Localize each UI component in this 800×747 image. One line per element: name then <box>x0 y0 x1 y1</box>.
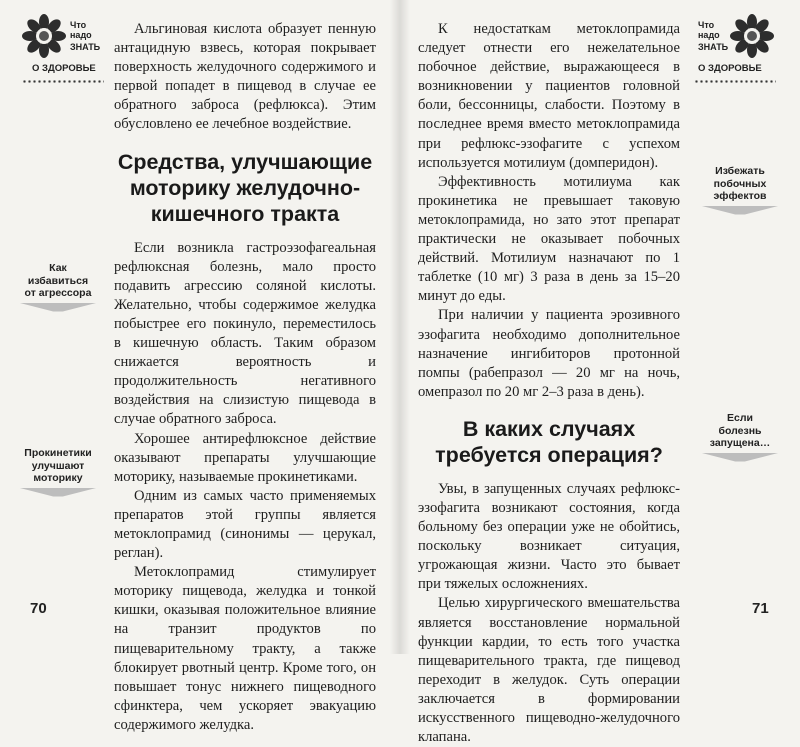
paragraph: Целью хирургического вмешательства является восстановление нормальной функции кардии, то есть того участка пищеварительного тракта, где пищевод переходит в желудок. Суть операции заключается в формировании искусственного пищеводно-желудочного клапана. <box>418 595 680 746</box>
note-line: избавиться <box>27 274 89 287</box>
note-line: улучшают <box>31 459 85 472</box>
paragraph: Метоклопрамид стимулирует моторику пищевода, желудка и тонкой кишки, оказывая положительное влияние на транзит продуктов по пищеварительному тракту, а также блокирует рвотный центр. Кроме того, он повышает тонус нижнего пищеводного сфинктера, чем ускоряет эвакуацию содержимого желудка. <box>114 564 376 733</box>
margin-note-agressor <box>18 262 98 312</box>
page-number: 71 <box>752 600 769 617</box>
logo-line2: надо <box>70 30 92 40</box>
margin-note-side-effects <box>700 165 780 215</box>
section-heading: В каких случаях требуется операция? <box>435 416 663 467</box>
logo-line3: ЗНАТЬ <box>698 42 729 52</box>
logo-line3: ЗНАТЬ <box>70 42 101 52</box>
flower-icon <box>730 14 774 58</box>
left-logo <box>22 14 112 94</box>
note-line: Прокинетики <box>24 447 92 459</box>
paragraph: Увы, в запущенных случаях рефлюкс-эзофагита возникают состояния, когда больному без операции уже не обойтись, поскольку возникает ситуация, угрожающая жизни. Часто это бывает при тяжелых осложнениях. <box>418 480 680 593</box>
left-text-column <box>114 20 376 735</box>
logo-dotted-rule <box>694 80 776 83</box>
page-number: 70 <box>30 600 47 617</box>
logo-line4: О ЗДОРОВЬЕ <box>698 63 762 74</box>
paragraph: Альгиновая кислота образует пенную антацидную взвесь, которая покрывает поверхность желудочного содержимого и первой попадет в пищевод в случае ее обратного заброса (рефлюкса). Этим обусловлено ее лечебное воздействие. <box>114 21 376 133</box>
right-logo <box>694 14 784 94</box>
note-line: Избежать <box>715 165 765 177</box>
note-arrow <box>700 206 780 215</box>
paragraph: Хорошее антирефлюксное действие оказывают препараты улучшающие моторику, называемые прокинетиками. <box>114 430 376 485</box>
note-line: от агрессора <box>24 287 92 299</box>
logo-line1: Что <box>698 20 715 30</box>
paragraph: Если возникла гастроэзофагеальная рефлюксная болезнь, мало просто подавить агрессию соляной кислоты. Желательно, чтобы содержимое желудка побыстрее его покинуло, переместилось в кишечную область. Таким образом снижается вероятность и продолжительность негативного воздействия на слизистую пищевода в случае обратного заброса. <box>114 239 376 428</box>
note-arrow <box>18 488 98 497</box>
paragraph: Одним из самых часто применяемых препаратов этой группы является метоклопрамид (синонимы — церукал, реглан). <box>114 487 376 562</box>
paragraph: Эффективность мотилиума как прокинетика не превышает таковую метоклопрамида, но зато этот препарат практически не оказывает побочных действий. Мотилиум назначают по 1 таблетке (10 мг) 3 раза в день за 15–20 минут до еды. <box>418 173 680 305</box>
logo-line4: О ЗДОРОВЬЕ <box>32 63 96 74</box>
note-line: эффектов <box>713 190 767 202</box>
note-arrow <box>18 303 98 312</box>
note-arrow <box>700 453 780 462</box>
logo-line1: Что <box>70 20 87 30</box>
note-line: побочных <box>713 177 767 190</box>
margin-note-advanced <box>700 412 780 462</box>
flower-icon <box>22 14 66 58</box>
book-gutter <box>390 0 410 654</box>
note-line: запущена… <box>709 437 771 449</box>
right-text-column <box>418 20 680 747</box>
paragraph: При наличии у пациента эрозивного эзофагита необходимо дополнительное назначение ингибиторов протонной помпы (рабепразол — 20 мг на ночь, омепразол по 20 мг 2–3 раза в день). <box>418 307 680 400</box>
left-page <box>0 0 400 733</box>
margin-note-prokinetics <box>18 447 98 497</box>
paragraph: К недостаткам метоклопрамида следует отнести его нежелательное побочное действие, выражающееся в возникновении у пациентов головной боли, бессонницы, слабости. Поэтому в последнее время вместо метоклопрамида при рефлюкс-эзофагите с успехом используется мотилиум (домперидон). <box>418 21 680 171</box>
note-line: болезнь <box>718 424 762 437</box>
note-line: Как <box>49 262 67 274</box>
note-line: Если <box>727 412 753 424</box>
section-heading: Средства, улучшающие моторику желудочно-кишечного тракта <box>117 149 373 226</box>
logo-line2: надо <box>698 30 720 40</box>
note-line: моторику <box>33 472 83 484</box>
right-page <box>400 0 800 746</box>
logo-dotted-rule <box>22 80 104 83</box>
